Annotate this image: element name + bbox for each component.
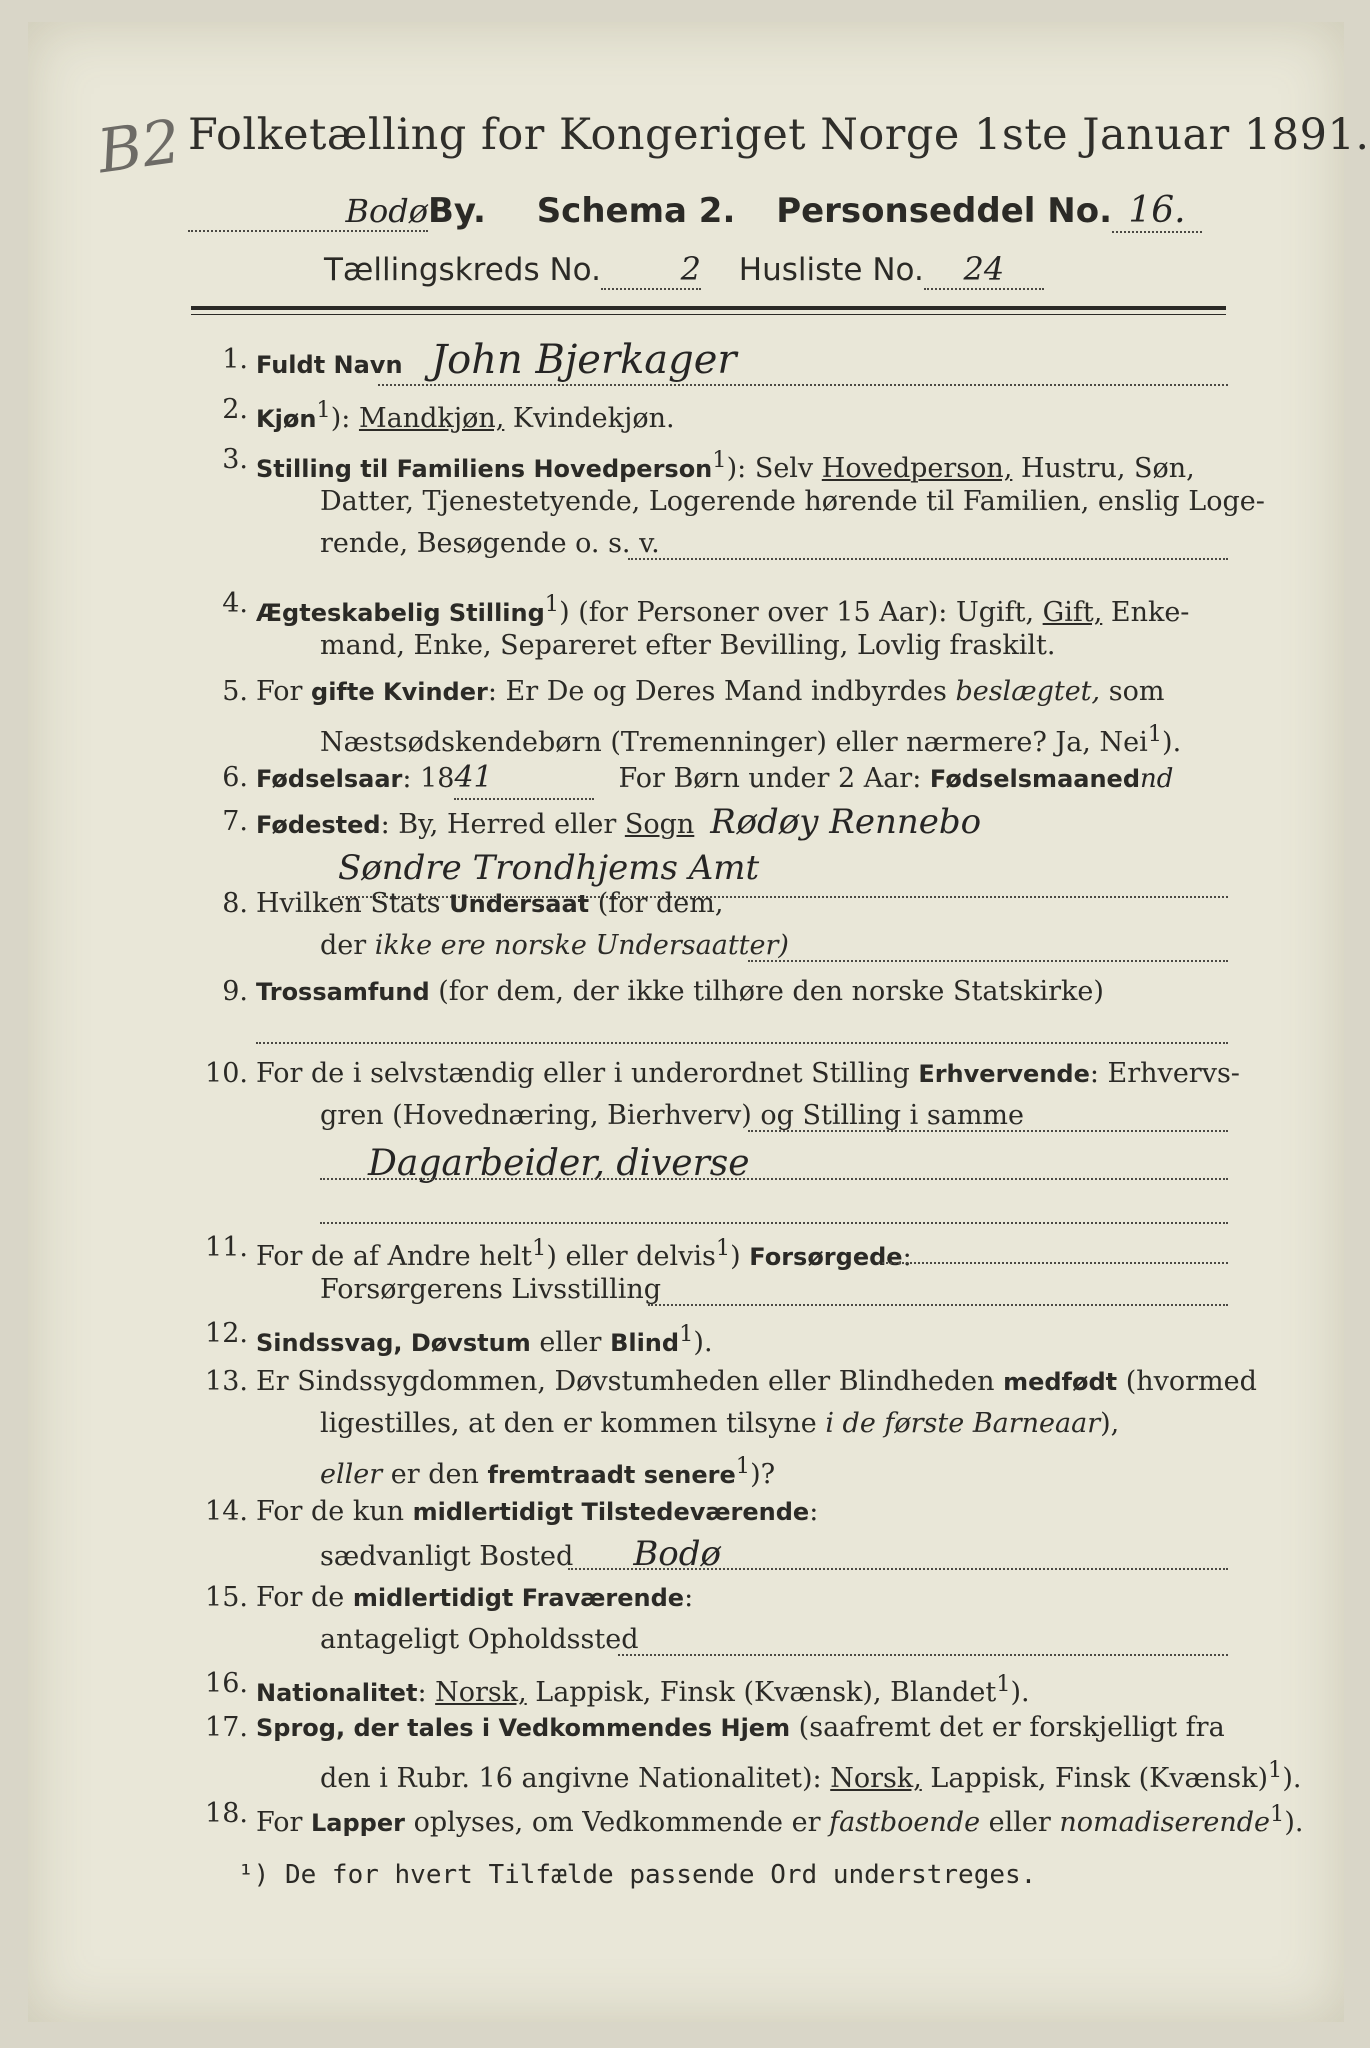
text: ) eller delvis (546, 1241, 716, 1272)
text: For Børn under 2 Aar: (618, 763, 930, 794)
footnote-ref: 1 (735, 1453, 751, 1479)
text: Er Sindssygdommen, Døvstumheden eller Blindheden (256, 1366, 1004, 1397)
personseddel-label: Personseddel No. (776, 191, 1112, 231)
item-13 (188, 1362, 1257, 1492)
item-number: 14. (205, 1496, 248, 1527)
text: : Erhvervs- (1089, 1058, 1240, 1089)
fill-line (628, 558, 1228, 560)
item-text-line-2: mand, Enke, Separeret efter Bevilling, Lovlig fraskilt. (320, 630, 1056, 661)
item-text-line-2 (320, 1534, 1228, 1577)
item-11 (188, 1228, 1228, 1318)
footnote-ref: 1 (1268, 1757, 1283, 1783)
fill-line (618, 1654, 1228, 1656)
text: eller (530, 1327, 611, 1358)
item-text (256, 672, 1228, 712)
header-line-1 (188, 190, 1202, 233)
text: ). (1010, 1677, 1030, 1708)
footnote-ref: 1 (544, 591, 560, 617)
item-text (256, 802, 1228, 845)
fill-line (878, 1262, 1228, 1264)
item-number: 17. (205, 1712, 248, 1743)
item-label: fremtraadt senere (487, 1461, 736, 1489)
text: Lappisk, Finsk (Kvænsk) (921, 1763, 1269, 1794)
fill-line (648, 1304, 1228, 1306)
item-text (256, 1054, 1240, 1094)
item-text (256, 884, 1228, 924)
item-text (256, 1794, 1304, 1843)
kreds-number: 2 (601, 250, 701, 290)
item-number: 4. (222, 588, 248, 619)
text: ). (1162, 727, 1182, 758)
item-8 (188, 884, 1228, 974)
item-text (256, 1708, 1228, 1748)
item-label: Lapper (311, 1809, 405, 1837)
fill-line (568, 1568, 1228, 1570)
text-italic: nomadiserende (1059, 1807, 1270, 1838)
text: er den (382, 1459, 488, 1490)
item-number: 6. (222, 762, 248, 793)
item-text (256, 1492, 1228, 1532)
footnote-ref: 1 (1270, 1801, 1285, 1827)
item-label: Trossamfund (256, 978, 430, 1006)
footnote-ref: 1 (712, 447, 727, 473)
item-label: Fuldt Navn (256, 351, 403, 379)
birthplace-answer-1: Rødøy Rennebo (710, 802, 982, 842)
item-14 (188, 1492, 1228, 1582)
item-text (256, 390, 1228, 439)
item-number: 13. (205, 1366, 248, 1397)
option-norsk-selected: Norsk, (435, 1677, 527, 1708)
item-text (256, 1578, 1228, 1618)
item-5 (188, 672, 1228, 762)
item-label: Undersaat (449, 890, 590, 918)
fill-line (256, 1042, 1228, 1044)
birth-month-answer: nd (1140, 764, 1174, 794)
footnote-ref: 1 (316, 397, 331, 423)
option-gift-selected: Gift, (1042, 597, 1103, 628)
item-label: medfødt (1003, 1368, 1118, 1396)
option-sogn-selected: Sogn (624, 809, 695, 840)
item-text-line-2 (320, 1404, 1228, 1444)
item-label: Blind (610, 1329, 680, 1357)
option-kvindekjon: Kvindekjøn. (504, 403, 675, 434)
city-field: Bodø (188, 192, 428, 232)
fill-line (748, 960, 1228, 962)
census-form (28, 22, 1370, 2022)
item-number: 2. (222, 394, 248, 425)
text: For (256, 1807, 312, 1838)
item-15 (188, 1578, 1228, 1668)
text: For de kun (256, 1496, 413, 1527)
occupation-answer-line (368, 1144, 1228, 1187)
item-label: gifte Kvinder (311, 678, 488, 706)
text: : (809, 1496, 819, 1527)
text-italic: fastboende (829, 1807, 981, 1838)
occupation-answer: Dagarbeider, diverse (368, 1143, 750, 1184)
item-number: 12. (205, 1318, 248, 1349)
personseddel-number: 16. (1112, 190, 1202, 233)
margin-annotation: B2 (93, 106, 185, 188)
text: Hustru, Søn, (1012, 453, 1195, 484)
footnote-ref: 1 (996, 1671, 1011, 1697)
item-label: Sindssvag, Døvstum (256, 1329, 531, 1357)
item-label: Fødselsmaaned (929, 765, 1140, 793)
footnote-ref: 1 (715, 1235, 731, 1261)
fill-line (378, 384, 1228, 386)
item-3 (188, 440, 1265, 570)
item-text-line-3 (320, 1446, 1228, 1495)
text: Enke- (1102, 597, 1190, 628)
item-text (256, 1362, 1257, 1402)
text: : (417, 1677, 436, 1708)
item-number: 7. (222, 806, 248, 837)
option-norsk-selected: Norsk, (830, 1763, 922, 1794)
text-italic: beslægtet, (955, 676, 1101, 707)
footnote: ¹) De for hvert Tilfælde passende Ord understreges. (238, 1860, 1037, 1890)
item-text (256, 1314, 1228, 1363)
item-number: 8. (222, 888, 248, 919)
item-number: 1. (222, 344, 248, 375)
item-label: midlertidigt Fraværende (352, 1584, 685, 1612)
text: ) (for Personer over 15 Aar): Ugift, (559, 597, 1043, 628)
text: som (1100, 676, 1165, 707)
text: For de af Andre helt (256, 1241, 533, 1272)
item-text-line-2 (320, 714, 1228, 763)
text: Hvilken Stats (256, 888, 450, 919)
header-line-2 (324, 250, 1044, 290)
item-number: 3. (222, 444, 248, 475)
item-label: Fødselsaar (256, 765, 403, 793)
husliste-number: 24 (924, 250, 1044, 290)
text: : Er De og Deres Mand indbyrdes (487, 676, 956, 707)
item-label: Ægteskabelig Stilling (256, 599, 545, 627)
item-text (256, 972, 1228, 1012)
text: ), (1100, 1408, 1120, 1439)
option-hovedperson-selected: Hovedperson, (821, 453, 1013, 484)
birth-year-answer: 41 (454, 758, 594, 800)
usual-residence-answer: Bodø (633, 1534, 722, 1574)
text: ). (1282, 1763, 1302, 1794)
item-text (256, 337, 1228, 385)
item-4 (188, 584, 1228, 674)
kreds-label: Tællingskreds No. (324, 252, 601, 288)
text: : 18 (402, 763, 455, 794)
item-text-line-2: Datter, Tjenestetyende, Logerende hørende til Familien, enslig Loge- (320, 486, 1265, 517)
item-text (256, 1664, 1228, 1713)
header-rule-thin (191, 314, 1226, 315)
item-label: midlertidigt Tilstedeværende (412, 1498, 810, 1526)
fill-line (320, 1178, 1228, 1180)
footnote-ref: 1 (1147, 721, 1163, 747)
item-number: 5. (222, 676, 248, 707)
item-text-line-2: Forsørgerens Livsstilling (320, 1274, 662, 1305)
text: Lappisk, Finsk (Kvænsk), Blandet (526, 1677, 997, 1708)
item-number: 10. (205, 1058, 248, 1089)
text-italic: i de første Barneaar (825, 1408, 1101, 1439)
text: For de (256, 1582, 353, 1613)
text: )? (750, 1459, 776, 1490)
item-text-line-2 (320, 1750, 1302, 1799)
text: : (902, 1241, 912, 1272)
item-10 (188, 1054, 1240, 1214)
header-rule-thick (191, 306, 1226, 310)
item-number: 15. (205, 1582, 248, 1613)
text: ): Selv (726, 453, 822, 484)
option-mandkjon-selected: Mandkjøn, (358, 403, 505, 434)
item-text-line-2: antageligt Opholdssted (320, 1624, 639, 1655)
text: (for dem, (589, 888, 724, 919)
footnote-ref: 1 (532, 1235, 547, 1261)
text: (for dem, der ikke tilhøre den norske Statskirke) (429, 976, 1104, 1007)
text: sædvanligt Bosted (320, 1541, 574, 1572)
item-number: 9. (222, 976, 248, 1007)
fill-line (748, 1130, 1228, 1132)
text: : By, Herred eller (380, 809, 625, 840)
form-title: Folketælling for Kongeriget Norge 1ste Januar 1891. (188, 110, 1370, 160)
text: eller (980, 1807, 1060, 1838)
birthplace-answer-2: Søndre Trondhjems Amt (338, 848, 760, 888)
text: For (256, 676, 312, 707)
item-label: Nationalitet (256, 1679, 418, 1707)
schema-label: Schema 2. (536, 191, 736, 231)
text: (hvormed (1117, 1366, 1257, 1397)
item-label: Erhvervende (918, 1060, 1090, 1088)
text: oplyses, om Vedkommende er (404, 1807, 830, 1838)
item-text-line-2: gren (Hovednæring, Bierhverv) og Stilling i samme (320, 1100, 1025, 1131)
item-9 (188, 972, 1228, 1052)
husliste-label: Husliste No. (738, 252, 924, 288)
item-label: Fødested (256, 811, 381, 839)
item-label: Sprog, der tales i Vedkommendes Hjem (256, 1714, 791, 1742)
text: der (320, 930, 375, 961)
text: : (684, 1582, 694, 1613)
by-label: By. (428, 191, 486, 231)
fill-line (320, 1222, 1228, 1224)
item-label: Kjøn (256, 405, 317, 433)
text: ). (1284, 1807, 1304, 1838)
text-italic: eller (320, 1459, 383, 1490)
text: For de i selvstændig eller i underordnet Stilling (256, 1058, 919, 1089)
item-number: 16. (205, 1668, 248, 1699)
item-label: Forsørgede (749, 1243, 903, 1271)
item-label: Stilling til Familiens Hovedperson (256, 455, 713, 483)
text: ): (330, 403, 359, 434)
full-name-answer: John Bjerkager (431, 337, 737, 383)
text: ). (693, 1327, 713, 1358)
item-number: 18. (205, 1798, 248, 1829)
text-italic: ikke ere norske Undersaatter) (374, 930, 789, 961)
item-17 (188, 1708, 1302, 1798)
text: Næstsødskendebørn (Tremenninger) eller nærmere? Ja, Nei (320, 727, 1148, 758)
footnote-ref: 1 (679, 1321, 694, 1347)
item-text-line-3: rende, Besøgende o. s. v. (320, 528, 660, 559)
text: ) (730, 1241, 750, 1272)
item-1 (188, 337, 1228, 390)
item-text (256, 758, 1228, 800)
item-number: 11. (205, 1232, 248, 1263)
text: ligestilles, at den er kommen tilsyne (320, 1408, 826, 1439)
text: (saafremt det er forskjelligt fra (790, 1712, 1225, 1743)
text: den i Rubr. 16 angivne Nationalitet): (320, 1763, 831, 1794)
